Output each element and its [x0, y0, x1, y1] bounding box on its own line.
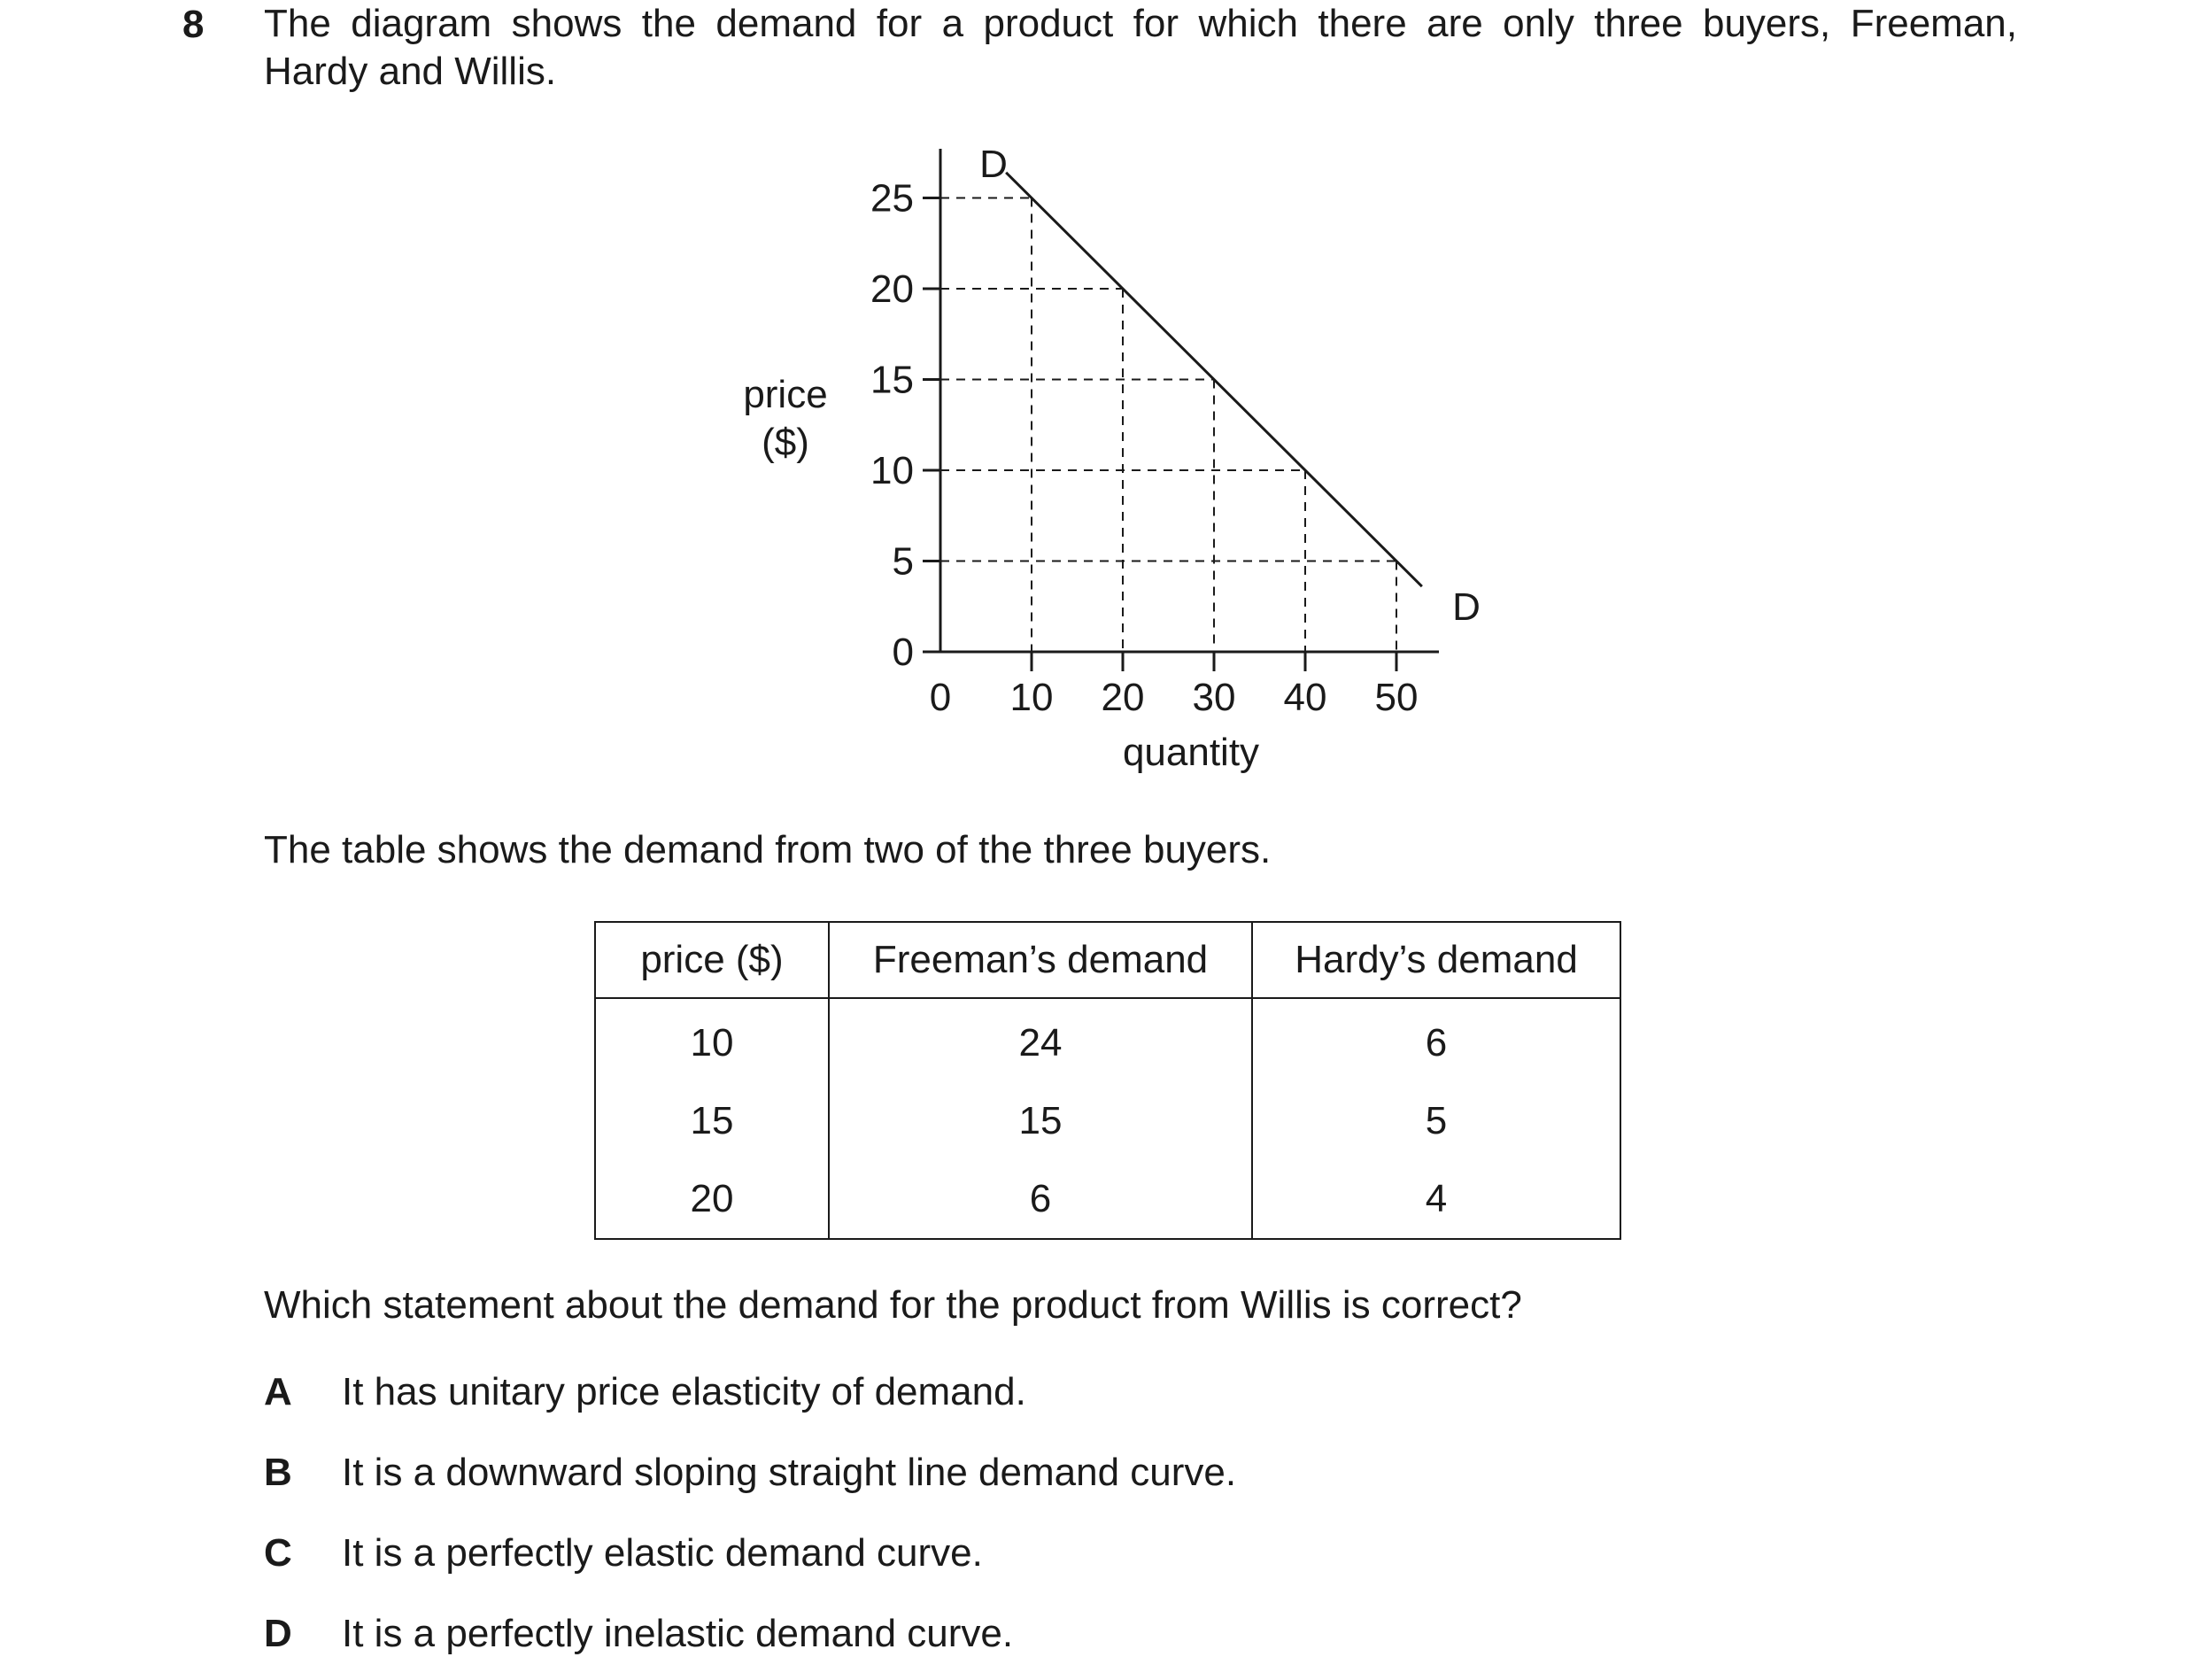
- y-tick-label: 25: [870, 176, 914, 221]
- demand-table: [594, 921, 1621, 1240]
- demand-chart: [0, 0, 2196, 797]
- x-tick-label: 10: [1009, 676, 1054, 719]
- option-letter: B: [264, 1451, 292, 1494]
- cell-hardy: 5: [1252, 1082, 1620, 1160]
- cell-freeman: 15: [829, 1082, 1252, 1160]
- question-number: 8: [182, 3, 205, 46]
- chart-axes: [940, 149, 1439, 652]
- question-prompt: Which statement about the demand for the product from Willis is correct?: [264, 1283, 1522, 1327]
- cell-hardy: 6: [1252, 998, 1620, 1082]
- chart-guides: [940, 198, 1396, 653]
- option-text: It is a perfectly elastic demand curve.: [342, 1531, 983, 1575]
- cell-freeman: 24: [829, 998, 1252, 1082]
- cell-hardy: 4: [1252, 1160, 1620, 1239]
- y-axis-label-line2: ($): [762, 421, 809, 464]
- y-tick-label: 20: [870, 267, 914, 311]
- curve-label-start: D: [979, 143, 1008, 186]
- y-tick-label: 5: [892, 539, 914, 584]
- x-tick-label: 20: [1101, 676, 1145, 719]
- option-text: It is a perfectly inelastic demand curve.: [342, 1612, 1014, 1655]
- cell-price: 10: [595, 998, 829, 1082]
- table-row: [595, 1160, 1620, 1239]
- x-tick-label: 50: [1374, 676, 1419, 719]
- column-header-freeman: Freeman’s demand: [829, 922, 1252, 998]
- option-text: It is a downward sloping straight line demand curve.: [342, 1451, 1237, 1494]
- option-letter: A: [264, 1370, 292, 1413]
- table-row: [595, 1082, 1620, 1160]
- x-axis-label: quantity: [1122, 731, 1260, 774]
- option-letter: C: [264, 1531, 292, 1575]
- x-tick-label: 40: [1283, 676, 1327, 719]
- x-tick-label: 0: [929, 676, 952, 719]
- option-text: It has unitary price elasticity of demand.: [342, 1370, 1026, 1413]
- stem-line-2: Hardy and Willis.: [264, 50, 557, 93]
- stem-line-1: The diagram shows the demand for a product for which there are only three buyers, Freeman,: [264, 2, 2017, 45]
- x-tick-label: 30: [1192, 676, 1236, 719]
- table-row: [595, 998, 1620, 1082]
- table-intro: The table shows the demand from two of the three buyers.: [264, 828, 1272, 871]
- y-tick-label: 15: [870, 358, 914, 402]
- column-header-hardy: Hardy’s demand: [1252, 922, 1620, 998]
- y-axis-label-line1: price: [743, 373, 828, 416]
- curve-label-end: D: [1452, 585, 1481, 629]
- column-header-price: price ($): [595, 922, 829, 998]
- chart-ticks: [870, 177, 1418, 720]
- y-tick-label: 10: [870, 449, 914, 492]
- option-letter: D: [264, 1612, 292, 1655]
- y-tick-label: 0: [892, 631, 914, 674]
- table-header-row: [595, 922, 1620, 998]
- cell-price: 20: [595, 1160, 829, 1239]
- cell-freeman: 6: [829, 1160, 1252, 1239]
- cell-price: 15: [595, 1082, 829, 1160]
